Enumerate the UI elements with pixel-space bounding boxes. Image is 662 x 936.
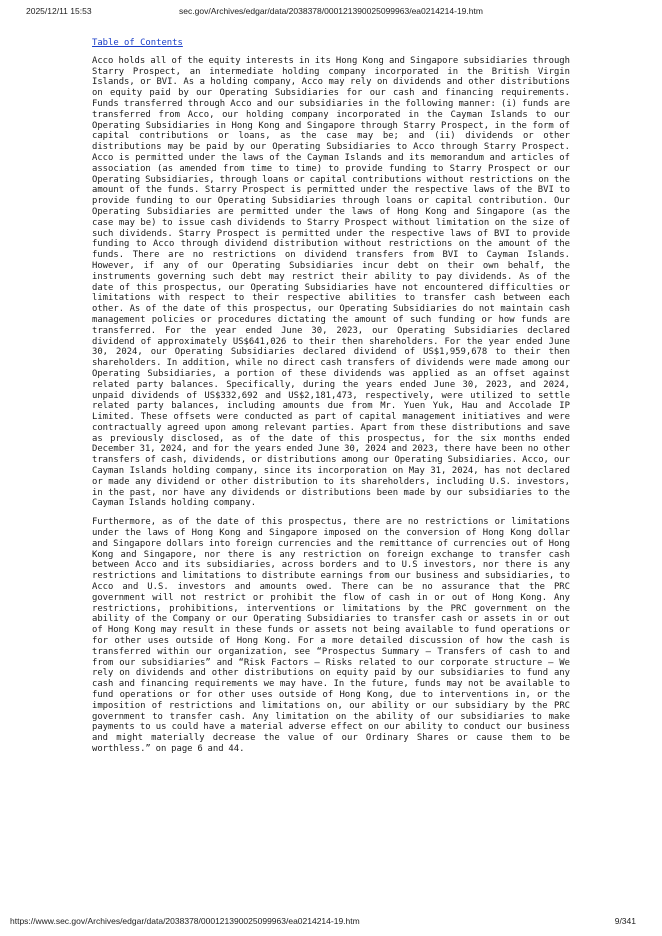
print-header-url: sec.gov/Archives/edgar/data/2038378/000121390025099963/ea0214214-19.htm xyxy=(179,6,483,16)
page-number: 9/341 xyxy=(614,916,636,926)
paragraph-restrictions: Furthermore, as of the date of this prospectus, there are no restrictions or limitations under the laws of Hong Kong and Singapore imposed on the conversion of Hong Kong dollar and Singapore dollars into foreign currencies and the remittance of currencies out of Hong Kong and Singapore, nor there is any restriction on foreign exchange to transfer cash between Acco and its subsidiaries, across borders and to U.S investors, nor there is any restrictions and limitations to distribute earnings from our business and subsidiaries, to Acco and U.S. investors and amounts owed. There can be no assurance that the PRC government will not restrict or prohibit the flow of cash in or out of Hong Kong. Any restrictions, prohibitions, interventions or limitations by the PRC government on the ability of the Company or our Operating Subsidiaries to transfer cash or assets in or out of Hong Kong may result in these funds or assets not being available to fund operations or for other uses outside of Hong Kong. For a more detailed discussion of how the cash is transferred within our organization, see “Prospectus Summary — Transfers of cash to and from our subsidiaries” and “Risk Factors — Risks related to our corporate structure — We rely on dividends and other distributions on equity paid by our subsidiaries to fund any cash and financing requirements we may have. In the future, funds may not be available to fund operations or for other uses outside of Hong Kong, due to interventions in, or the imposition of restrictions and limitations on, our ability or our subsidiary by the PRC government to transfer cash. Any limitation on the ability of our subsidiaries to make payments to us could have a material adverse effect on our ability to conduct our business and might materially decrease the value of our Ordinary Shares or cause them to be worthless.” on page 6 and 44. xyxy=(92,517,570,754)
print-header xyxy=(26,6,636,20)
print-datetime: 2025/12/11 15:53 xyxy=(26,6,92,16)
paragraph-fund-transfers: Acco holds all of the equity interests in its Hong Kong and Singapore subsidiaries through Starry Prospect, an intermediate holding company incorporated in the British Virgin Islands, or BVI. As a holding company, Acco may rely on dividends and other distributions on equity paid by our Operating Subsidiaries for our cash and financing requirements. Funds transferred through Acco and our subsidiaries in the following manner: (i) funds are transferred from Acco, our holding company incorporated in the Cayman Islands to our Operating Subsidiaries in Hong Kong and Singapore through Starry Prospect, in the form of capital contributions or loans, as the case may be; and (ii) dividends or other distributions may be paid by our Operating Subsidiaries to Acco through Starry Prospect. Acco is permitted under the laws of the Cayman Islands and its memorandum and articles of association (as amended from time to time) to provide funding to Starry Prospect or our Operating Subsidiaries, through loans or capital contributions without restrictions on the amount of the funds. Starry Prospect is permitted under the respective laws of the BVI to provide funding to our Operating Subsidiaries through loans or capital contribution. Our Operating Subsidiaries are permitted under the laws of Hong Kong and Singapore (as the case may be) to issue cash dividends to Starry Prospect without limitation on the size of such dividends. Starry Prospect is permitted under the respective laws of BVI to provide funding to Acco through dividend distribution without restrictions on the amount of the funds. There are no restrictions on dividend transfers from BVI to Cayman Islands. However, if any of our Operating Subsidiaries incur debt on their own behalf, the instruments governing such debt may restrict their ability to pay dividends. As of the date of this prospectus, our Operating Subsidiaries have not encountered difficulties or limitations with respect to their respective abilities to transfer cash between each other. As of the date of this prospectus, our Operating Subsidiaries do not maintain cash management policies or procedures dictating the amount of such funding or how funds are transferred. For the year ended June 30, 2023, our Operating Subsidiaries declared dividend of approximately US$641,026 to their then shareholders. For the year ended June 30, 2024, our Operating Subsidiaries declared dividend of US$1,959,678 to their then shareholders. In addition, while no direct cash transfers of dividends were made among our Operating Subsidiaries, a portion of these dividends was applied as an offset against related party balances. Specifically, during the years ended June 30, 2023, and 2024, unpaid dividends of US$332,692 and US$2,181,473, respectively, were utilized to settle related party balances, including amounts due from Mr. Yuen Yuk, Hau and Accolade IP Limited. These offsets were conducted as part of capital management initiatives and were contractually agreed upon among relevant parties. Apart from these distributions and save as previously disclosed, as of the date of this prospectus, for the six months ended December 31, 2024, and for the years ended June 30, 2024 and 2023, there have been no other transfers of cash, dividends, or distributions among our Operating Subsidiaries. Acco, our Cayman Islands holding company, since its incorporation on May 31, 2024, has not declared or made any dividend or other distribution to its shareholders, including U.S. investors, in the past, nor have any dividends or distributions been made by our subsidiaries to the Cayman Islands holding company. xyxy=(92,55,570,509)
table-of-contents-link[interactable]: Table of Contents xyxy=(92,38,183,48)
print-footer xyxy=(10,916,636,930)
print-footer-url: https://www.sec.gov/Archives/edgar/data/2038378/000121390025099963/ea0214214-19.htm xyxy=(10,916,360,926)
document-body xyxy=(92,38,570,763)
